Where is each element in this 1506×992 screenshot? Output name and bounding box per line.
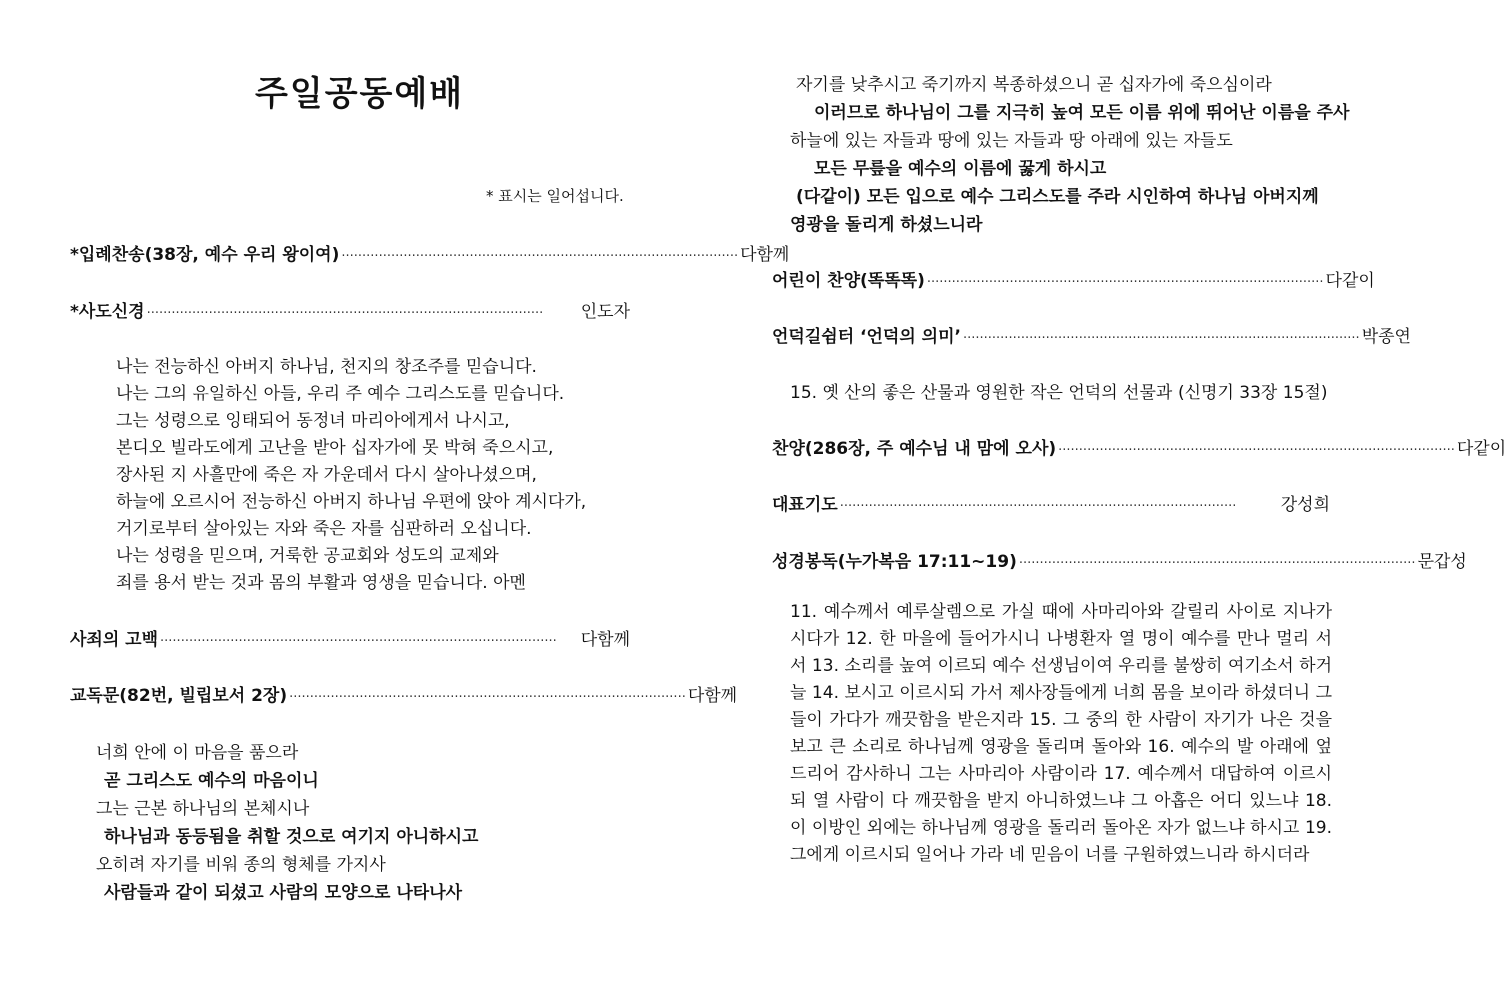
order-item-label: 대표기도 xyxy=(772,495,838,515)
order-item-leader: 다함께 xyxy=(580,630,630,650)
order-item-label: 사죄의 고백 xyxy=(70,630,159,650)
responsive-line-leader: 오히려 자기를 비워 종의 형체를 가지사 xyxy=(96,855,386,875)
order-item-label: 성경봉독(누가복음 17:11~19) xyxy=(772,552,1017,572)
creed-line: 하늘에 오르시어 전능하신 아버지 하나님 우편에 앉아 계시다가, xyxy=(116,492,587,512)
dot-leader: ································································································ xyxy=(160,634,557,649)
order-item-children-song xyxy=(772,266,1375,291)
dot-leader: ································································································ xyxy=(962,331,1360,346)
creed-line: 장사된 지 사흘만에 죽은 자 가운데서 다시 살아나셨으며, xyxy=(116,465,537,485)
creed-line: 나는 성령을 믿으며, 거룩한 공교회와 성도의 교제와 xyxy=(116,546,499,566)
page-title: 주일공동예배 xyxy=(255,74,465,114)
dot-leader: ································································································ xyxy=(289,690,686,705)
responsive-line-unison: 영광을 돌리게 하셨느니라 xyxy=(790,215,983,235)
order-item-scripture-reading xyxy=(772,547,1467,572)
order-item-label: 교독문(82번, 빌립보서 2장) xyxy=(70,686,288,706)
creed-line: 본디오 빌라도에게 고난을 받아 십자가에 못 박혀 죽으시고, xyxy=(116,438,554,458)
responsive-line-leader: 그는 근본 하나님의 본체시나 xyxy=(96,799,310,819)
responsive-line-unison: (다같이) 모든 입으로 예수 그리스도를 주라 시인하여 하나님 아버지께 xyxy=(796,187,1319,207)
creed-line: 나는 전능하신 아버지 하나님, 천지의 창조주를 믿습니다. xyxy=(116,357,537,377)
creed-line: 죄를 용서 받는 것과 몸의 부활과 영생을 믿습니다. 아멘 xyxy=(116,573,526,593)
responsive-line-congregation: 하나님과 동등됨을 취할 것으로 여기지 아니하시고 xyxy=(104,827,479,847)
order-item-leader: 다함께 xyxy=(740,245,790,265)
order-item-label: *입례찬송(38장, 예수 우리 왕이여) xyxy=(70,245,340,265)
responsive-line-congregation: 모든 무릎을 예수의 이름에 꿇게 하시고 xyxy=(814,159,1107,179)
dot-leader: ································································································ xyxy=(341,249,739,264)
dot-leader: ································································································ xyxy=(1018,556,1416,571)
responsive-line-congregation: 사람들과 같이 되셨고 사람의 모양으로 나타나사 xyxy=(104,883,463,903)
order-item-leader: 다함께 xyxy=(687,686,738,706)
responsive-line-congregation: 곧 그리스도 예수의 마음이니 xyxy=(104,771,319,791)
order-item-label: 찬양(286장, 주 예수님 내 맘에 오사) xyxy=(772,439,1057,459)
dot-leader: ································································································ xyxy=(146,306,544,321)
creed-line: 거기로부터 살아있는 자와 죽은 자를 심판하러 오십니다. xyxy=(116,519,532,539)
order-item-hymn xyxy=(772,434,1506,459)
order-item-hill-rest xyxy=(772,322,1411,347)
responsive-line-leader: 너희 안에 이 마음을 품으라 xyxy=(96,743,299,763)
order-item-responsive-reading xyxy=(70,681,738,706)
dot-leader: ································································································ xyxy=(1058,443,1455,458)
order-item-leader: 문갑성 xyxy=(1417,552,1467,572)
creed-line: 나는 그의 유일하신 아들, 우리 주 예수 그리스도를 믿습니다. xyxy=(116,384,565,404)
order-item-confession xyxy=(70,625,630,650)
responsive-line-leader: 하늘에 있는 자들과 땅에 있는 자들과 땅 아래에 있는 자들도 xyxy=(790,131,1233,151)
dot-leader: ································································································ xyxy=(839,499,1237,514)
order-item-leader: 다같이 xyxy=(1325,271,1375,291)
order-item-label: *사도신경 xyxy=(70,302,145,322)
order-item-leader: 다같이 xyxy=(1456,439,1506,459)
order-item-label: 어린이 찬양(똑똑똑) xyxy=(772,271,925,291)
verse-reference: (신명기 33장 15절) xyxy=(1178,383,1328,403)
order-item-leader: 강성희 xyxy=(1280,495,1330,515)
verse-quote: 15. 옛 산의 좋은 산물과 영원한 작은 언덕의 선물과 xyxy=(790,383,1173,403)
order-item-opening-hymn xyxy=(70,240,790,265)
dot-leader: ································································································ xyxy=(926,275,1324,290)
order-item-prayer xyxy=(772,490,1330,515)
responsive-line-leader: 자기를 낮추시고 죽기까지 복종하셨으니 곧 십자가에 죽으심이라 xyxy=(796,75,1272,95)
standing-note: * 표시는 일어섭니다. xyxy=(486,187,624,205)
order-item-leader: 박종연 xyxy=(1361,327,1411,347)
order-item-label: 언덕길쉼터 ‘언덕의 의미’ xyxy=(772,327,961,347)
scripture-passage: 11. 예수께서 예루살렘으로 가실 때에 사마리아와 갈릴리 사이로 지나가시다가 12. 한 마을에 들어가시니 나병환자 열 명이 예수를 만나 멀리 서서 13. 소리를 높여 이르되 예수 선생님이여 우리를 불쌍히 여기소서 하거늘 14. 보시고 이르시되 가서 제사장들에게 너희 몸을 보이라 하셨더니 그들이 가다가 깨끗함을 받은지라 15. 그 중의 한 사람이 자기가 나은 것을 보고 큰 소리로 하나님께 영광을 돌리며 돌아와 16. 예수의 발 아래에 엎드리어 감사하니 그는 사마리아 사람이라 17. 예수께서 대답하여 이르시되 열 사람이 다 깨끗함을 받지 아니하였느냐 그 아홉은 어디 있느냐 18. 이 이방인 외에는 하나님께 영광을 돌리러 돌아온 자가 없느냐 하시고 19. 그에게 이르시되 일어나 가라 네 믿음이 너를 구원하였느니라 하시더라 xyxy=(790,602,1332,865)
responsive-line-congregation: 이러므로 하나님이 그를 지극히 높여 모든 이름 위에 뛰어난 이름을 주사 xyxy=(814,103,1350,123)
creed-line: 그는 성령으로 잉태되어 동정녀 마리아에게서 나시고, xyxy=(116,411,510,431)
order-item-leader: 인도자 xyxy=(580,302,630,322)
order-item-creed xyxy=(70,297,630,322)
